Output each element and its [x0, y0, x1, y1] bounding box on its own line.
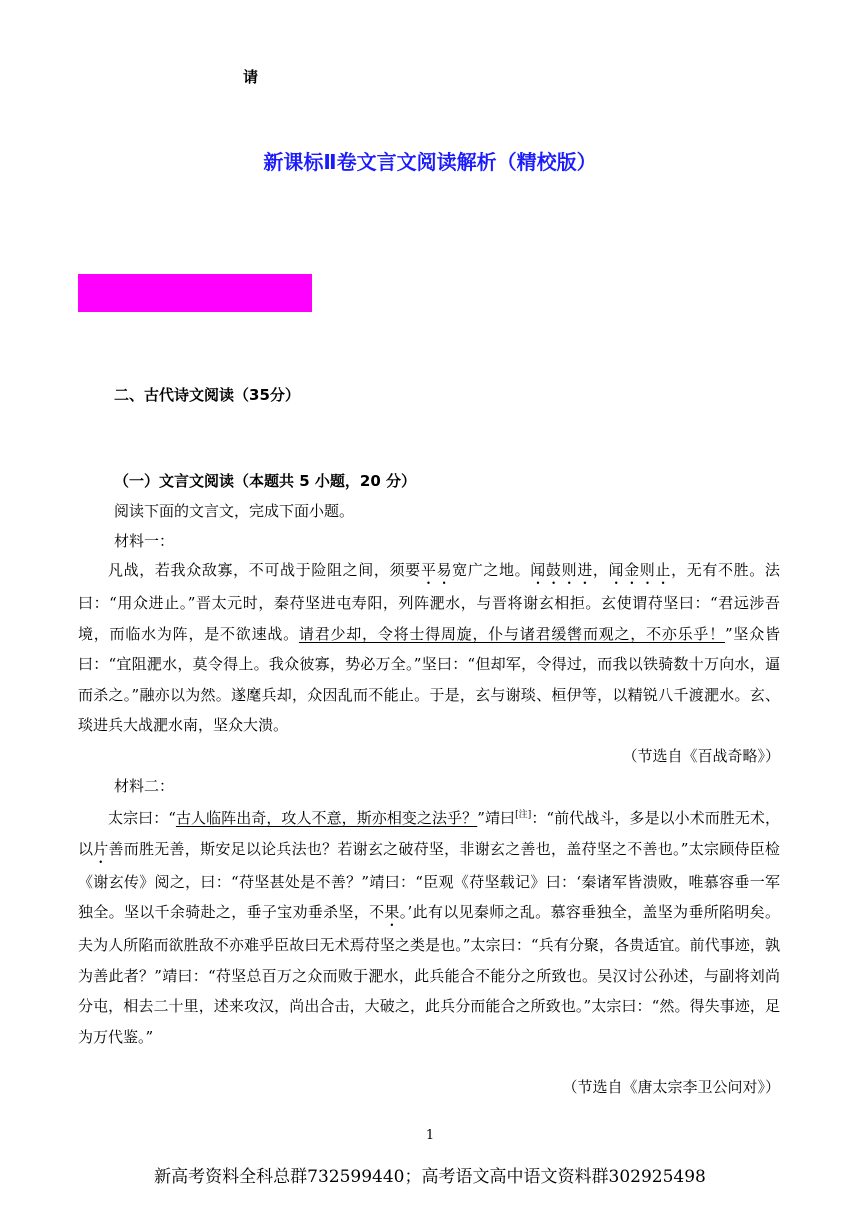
material2-label: 材料二：: [114, 777, 175, 795]
m1-underlined: 请君少却，令将士得周旋，仆与诸君缓辔而观之，不亦乐乎！: [298, 624, 725, 643]
m2-dotted-1: 片: [93, 839, 109, 858]
footer-text: 新高考资料全科总群732599440；高考语文高中语文资料群302925498: [154, 1167, 706, 1187]
m2-text-2: ”靖曰: [477, 809, 516, 827]
m2-text-1: 太宗曰：“: [108, 809, 176, 827]
m1-dotted-2: 闻鼓则进: [530, 561, 593, 579]
material2-source: （节选自《唐太宗李卫公问对》）: [562, 1078, 780, 1096]
m2-text-5: 。’此有以见秦师之乱。慕容垂独全，盖坚为垂所陷明矣。夫为人所陷而欲胜敌不亦难乎臣故曰无术焉苻坚之类是也。”太宗曰：“兵有分聚，各贵适宜。前代事迹，孰为善此者？”靖曰：“苻坚总百万之众而败于淝水，此兵能合不能分之所致也。吴汉讨公孙述，与副将刘尚分屯，相去二十里，述来攻汉，尚出合击，大破之，此兵分而能合之所致也。”太宗曰：“然。得失事迹，足为万代鉴。”: [78, 903, 780, 1046]
material1-label: 材料一：: [114, 532, 175, 550]
m1-dotted-1: 平易: [420, 561, 453, 579]
m2-dotted-2: 果: [384, 903, 400, 921]
subsection-heading: （一）文言文阅读（本题共 5 小题，20 分）: [114, 472, 416, 490]
material2-passage: [78, 800, 780, 1052]
m1-text-1: 凡战，若我众敌寡，不可战于险阻之间，须要: [108, 561, 421, 579]
m2-text-3: ：“前代战斗，多是以小术而胜无术，以: [78, 809, 780, 858]
material1-source: （节选自《百战奇略》）: [622, 746, 780, 765]
material1-passage: [78, 555, 780, 771]
section-heading: 二、古代诗文阅读（35分）: [114, 386, 300, 404]
page-title: 新课标Ⅱ卷文言文阅读解析（精校版）: [263, 150, 597, 174]
m1-text-3: ，: [592, 561, 609, 579]
instruction-text: 阅读下面的文言文，完成下面小题。: [114, 502, 355, 520]
note-marker: [注]: [515, 810, 532, 820]
m2-text-4: 善而胜无善，斯安足以论兵法也？若谢玄之破苻坚，非谢玄之善也，盖苻坚之不善也。”太宗顾侍臣检《谢玄传》阅之，曰：“苻坚甚处是不善？”靖曰：“臣观《苻坚载记》曰：‘秦诸军皆溃败，唯慕容垂一军独全。坚以千余骑赴之，垂子宝劝垂杀坚，不: [78, 839, 780, 921]
page-number: 1: [425, 1128, 435, 1143]
m2-underlined: 古人临阵出奇，攻人不意，斯亦相变之法乎？: [175, 809, 478, 827]
header-char: 请: [243, 68, 259, 86]
m1-text-4: ，无有不胜。法曰：“用众进止。”晋太元时，秦苻坚进屯寿阳，列阵淝水，与晋将谢玄相拒。玄使谓苻坚曰：“君远涉吾境，而临水为阵，是不欲速战。: [78, 561, 780, 643]
m1-text-5: ”坚众皆曰：“宜阻淝水，莫令得上。我众彼寡，势必万全。”坚曰：“但却军，令得过，而我以铁骑数十万向水，逼而杀之。”融亦以为然。遂麾兵却，众因乱而不能止。于是，玄与谢琰、桓伊等，以精锐八千渡淝水。玄、琰进兵大战淝水南，坚众大溃。: [78, 624, 780, 734]
m1-text-2: 宽广之地。: [452, 561, 531, 579]
m1-dotted-3: 闻金则止: [608, 561, 672, 579]
highlight-block: [78, 274, 312, 312]
